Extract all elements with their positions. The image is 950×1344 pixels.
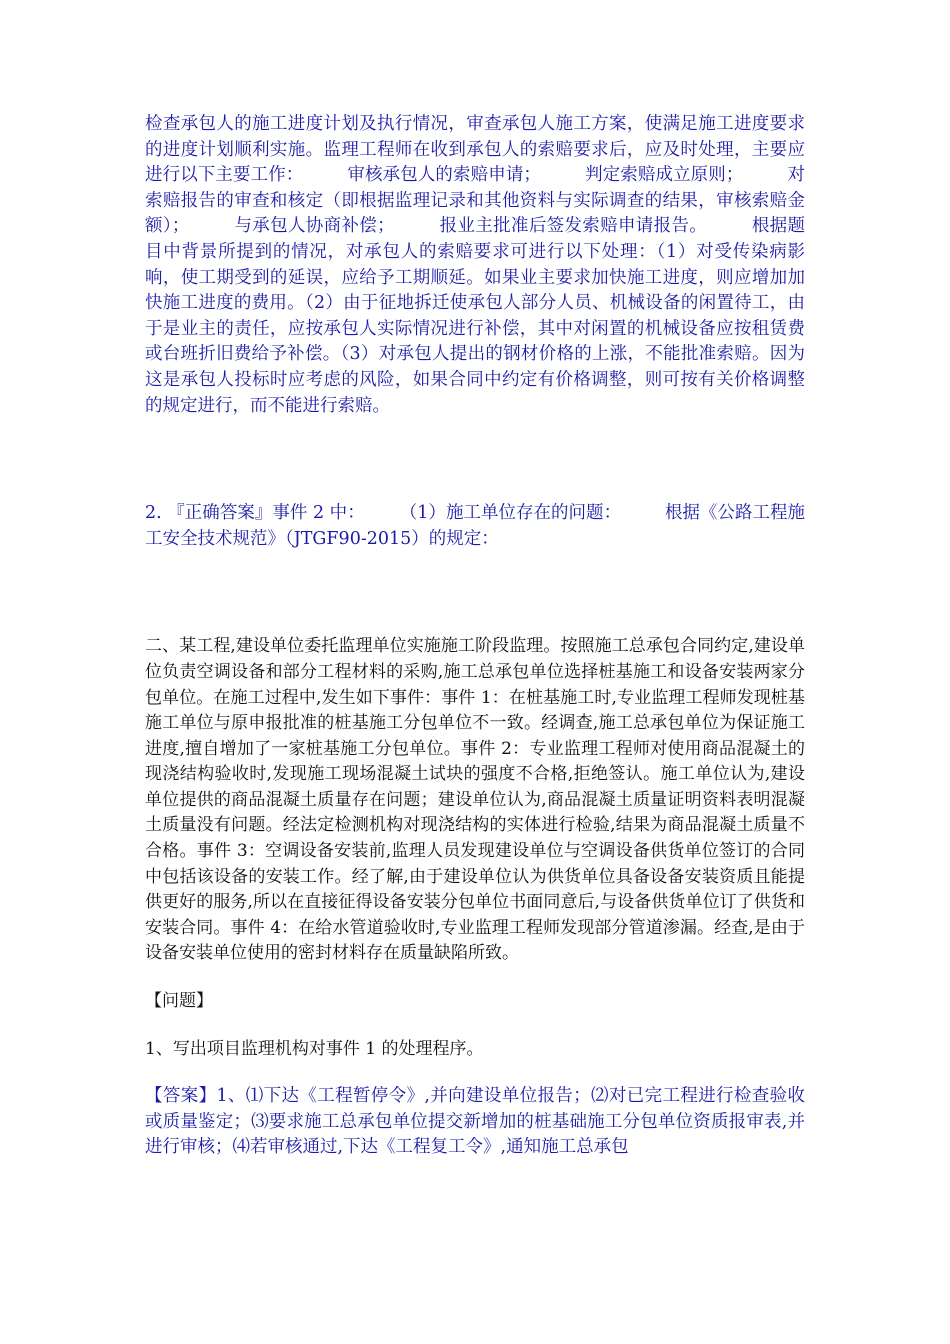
case-description-paragraph: 二、某工程,建设单位委托监理单位实施施工阶段监理。按照施工总承包合同约定,建设单位负责空调设备和部分工程材料的采购,施工总承包单位选择桩基施工和设备安装两家分包单位。在施工过程中,发生如下事件：事件 1：在桩基施工时,专业监理工程师发现桩基施工单位与原申报批准的桩基施工分包单位不一致。经调查,施工总承包单位为保证施工进度,擅自增加了一家桩基施工分包单位。事件 2：专业监理工程师对使用商品混凝土的现浇结构验收时,发现施工现场混凝土试块的强度不合格,拒绝签认。施工单位认为,建设单位提供的商品混凝土质量存在问题；建设单位认为,商品混凝土质量证明资料表明混凝土质量没有问题。经法定检测机构对现浇结构的实体进行检验,结果为商品混凝土质量不合格。事件 3：空调设备安装前,监理人员发现建设单位与空调设备供货单位签订的合同中包括该设备的安装工作。经了解,由于建设单位认为供货单位具备设备安装资质且能提供更好的服务,所以在直接征得设备安装分包单位书面同意后,与设备供货单位订了供货和安装合同。事件 4：在给水管道验收时,专业监理工程师发现部分管道渗漏。经查,是由于设备安装单位使用的密封材料存在质量缺陷所致。 [145,636,805,964]
question-heading: 【问题】 [145,991,213,1012]
correct-answer-event-2: 2. 『正确答案』事件 2 中： （1）施工单位存在的问题： 根据《公路工程施工安全技术规范》（JTGF90-2015）的规定： [145,503,805,549]
document-page [145,112,805,1161]
answer-label: 【答案】 [145,1086,217,1107]
question-1: 1、写出项目监理机构对事件 1 的处理程序。 [145,1038,484,1059]
answer-1-text: 1、⑴下达《工程暂停令》,并向建设单位报告；⑵对已完工程进行检查验收或质量鉴定；⑶要求施工总承包单位提交新增加的桩基础施工分包单位资质报审表,并进行审核；⑷若审核通过,下达《工程复工令》,通知施工总承包 [145,1086,805,1158]
claim-handling-paragraph: 检查承包人的施工进度计划及执行情况，审查承包人施工方案，使满足施工进度要求的进度计划顺利实施。监理工程师在收到承包人的索赔要求后，应及时处理，主要应进行以下主要工作： 审核承包人的索赔申请； 判定索赔成立原则； 对索赔报告的审查和核定（即根据监理记录和其他资料与实际调查的结果，审核索赔金额）； 与承包人协商补偿； 报业主批准后签发索赔申请报告。 根据题目中背景所提到的情况，对承包人的索赔要求可进行以下处理：（1）对受传染病影响，使工期受到的延误，应给予工期顺延。如果业主要求加快施工进度，则应增加加快施工进度的费用。（2）由于征地拆迁使承包人部分人员、机械设备的闲置待工，由于是业主的责任，应按承包人实际情况进行补偿，其中对闲置的机械设备应按租赁费或台班折旧费给予补偿。（3）对承包人提出的钢材价格的上涨，不能批准索赔。因为这是承包人投标时应考虑的风险，如果合同中约定有价格调整，则可按有关价格调整的规定进行，而不能进行索赔。 [145,114,805,416]
answer-1 [145,1084,805,1161]
